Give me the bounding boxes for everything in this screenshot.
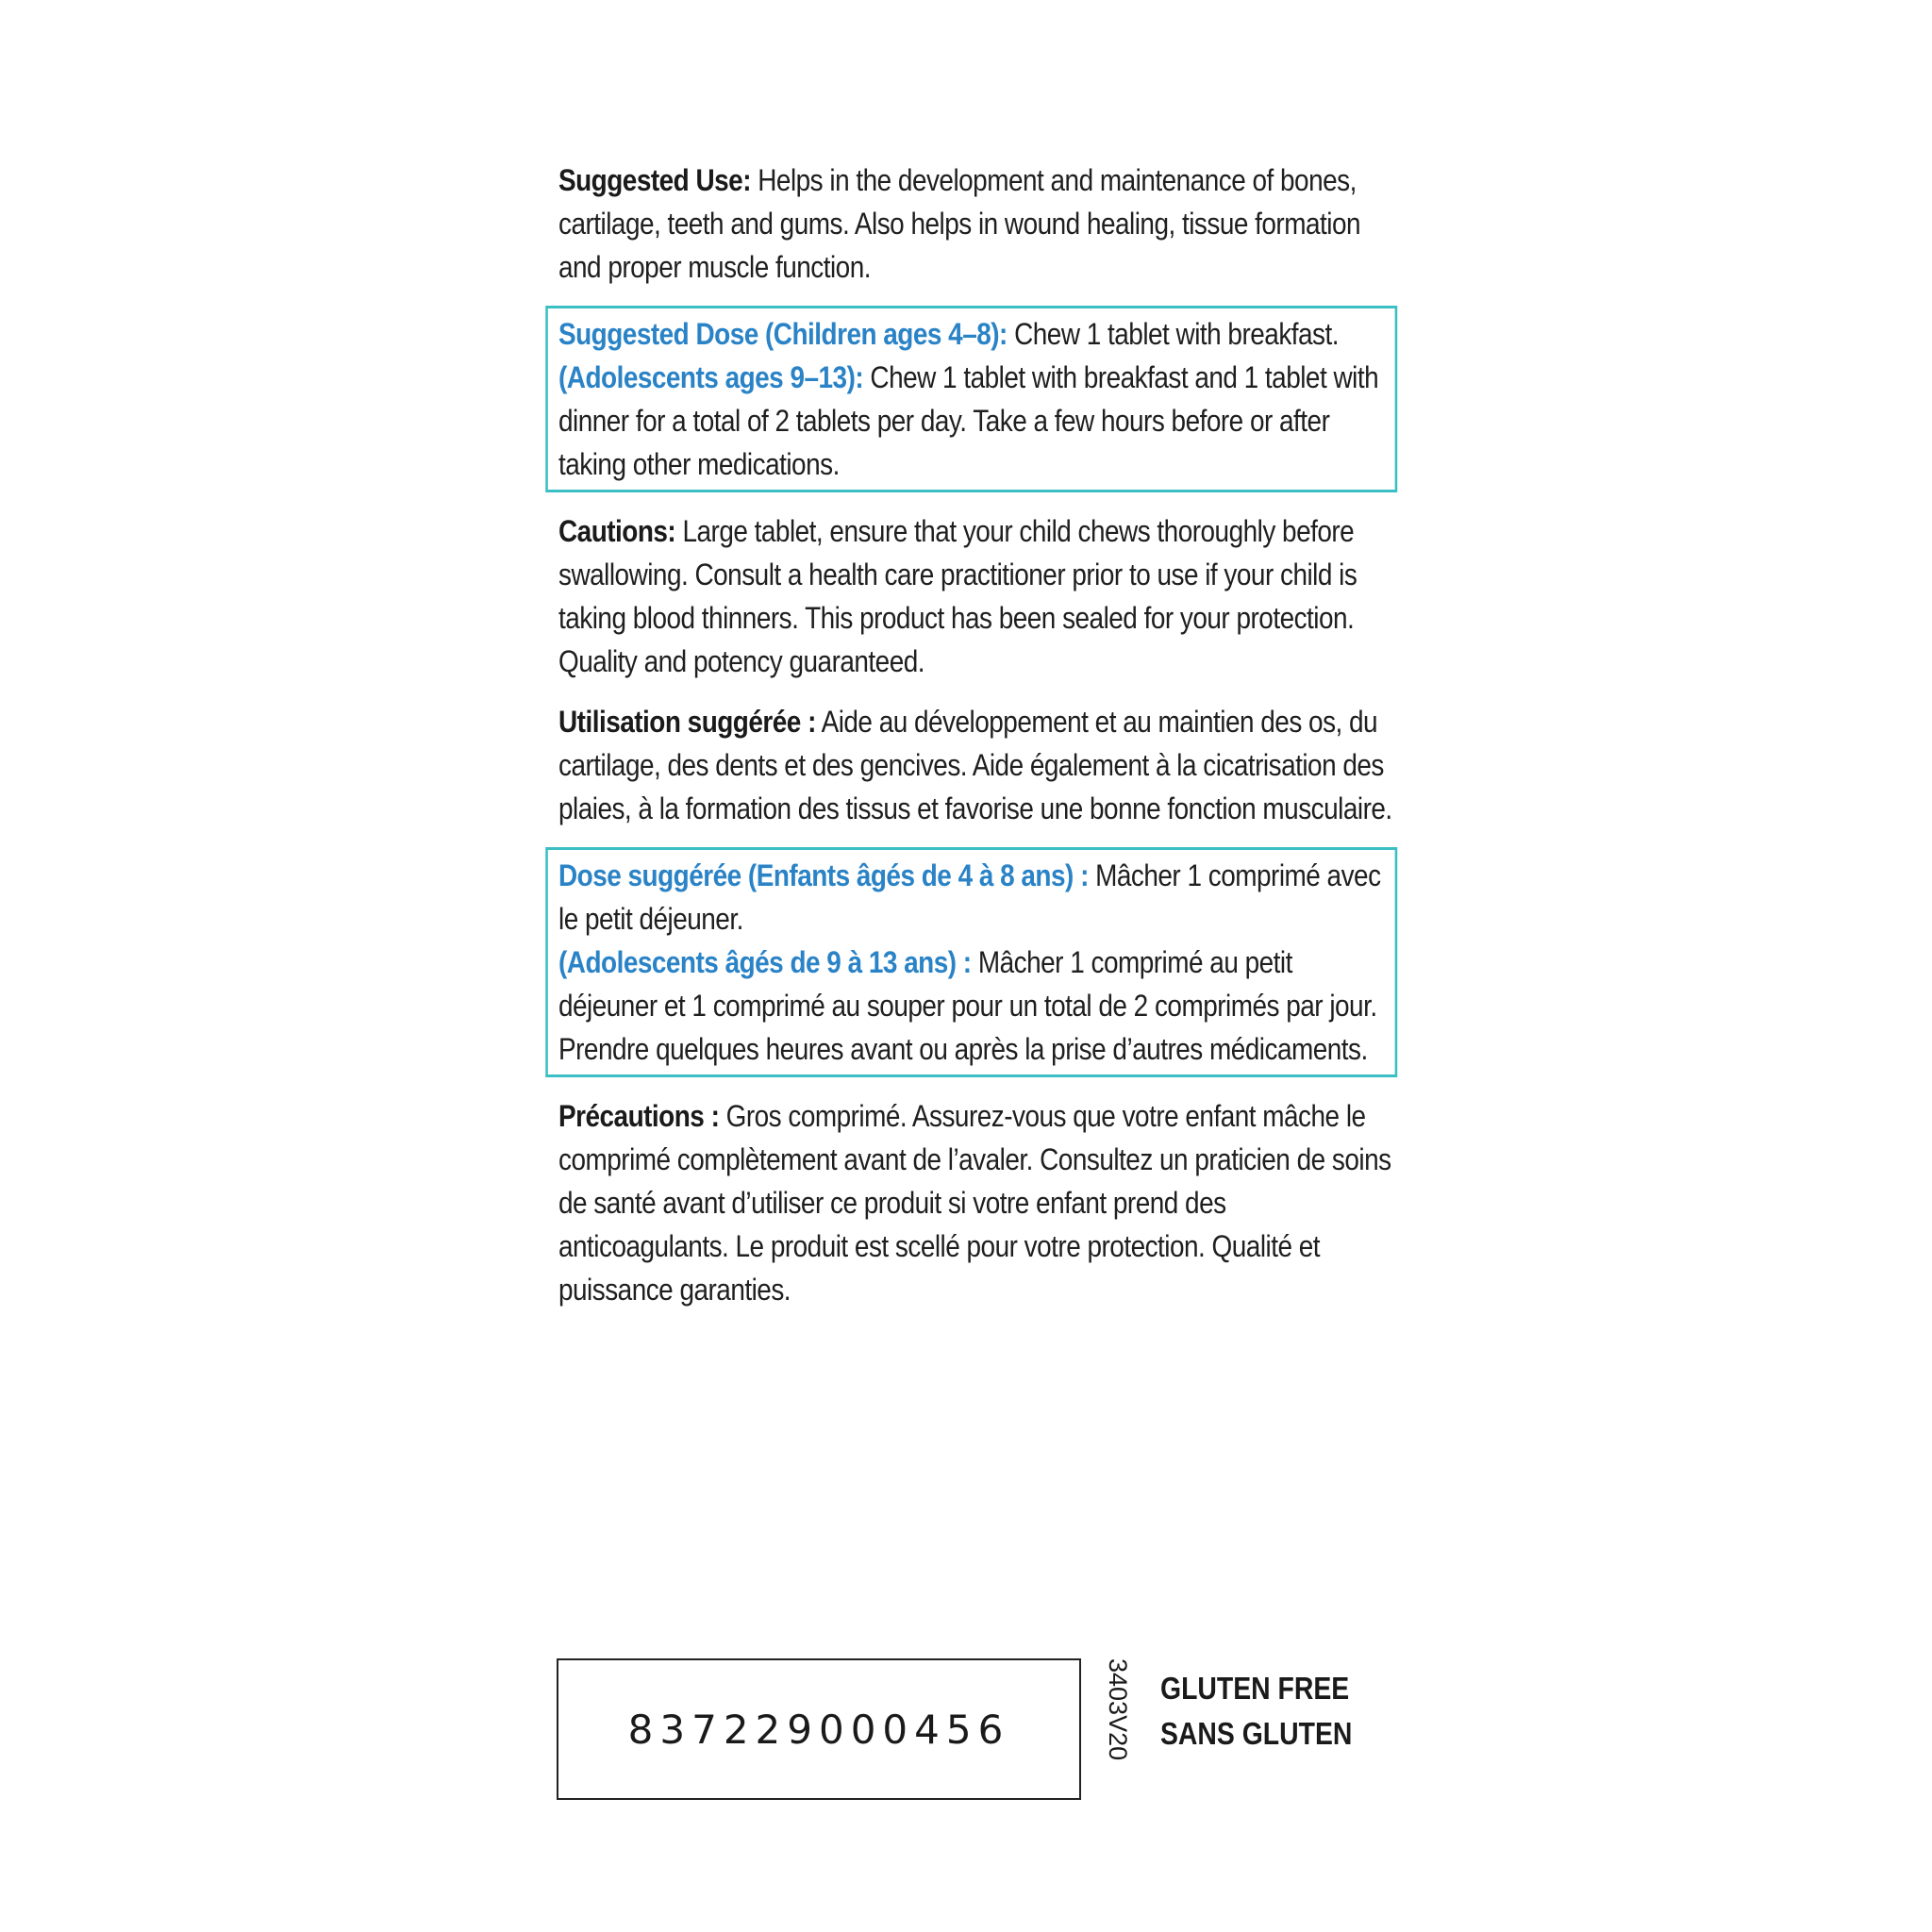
version-code: 3403V20 — [1104, 1658, 1132, 1761]
suggested-dose-box — [545, 306, 1397, 492]
utilisation-section — [558, 700, 1396, 830]
label-footer — [557, 1658, 1406, 1809]
barcode-number: 837229000456 — [627, 1706, 1010, 1753]
cautions-section — [558, 509, 1396, 683]
gluten-free-fr: SANS GLUTEN — [1160, 1716, 1353, 1751]
suggested-dose-adolescents-heading: (Adolescents ages 9–13): — [558, 360, 864, 394]
suggested-use-text: Helps in the development and maintenance of bones, cartilage, teeth and gums. Also helps in wound healing, tissue formation and proper muscle function. — [558, 163, 1361, 284]
gluten-free-badge — [1160, 1666, 1352, 1757]
utilisation-text: Aide au développement et au maintien des os, du cartilage, des dents et des gencives. Aide également à la cicatrisation des plaies, à la formation des tissus et favorise une bonne fonction musculaire. — [558, 705, 1392, 825]
cautions-heading: Cautions: — [558, 514, 676, 548]
suggested-use-heading: Suggested Use: — [558, 163, 752, 197]
dose-suggeree-adolescents-heading: (Adolescents âgés de 9 à 13 ans) : — [558, 945, 972, 979]
precautions-text: Gros comprimé. Assurez-vous que votre enfant mâche le comprimé complètement avant de l’avaler. Consultez un praticien de soins de santé avant d’utiliser ce produit si votre enfant prend des anticoagulants. Le produit est scellé pour votre protection. Qualité et puissance garanties. — [558, 1099, 1391, 1307]
dose-suggeree-adolescents-text: Mâcher 1 comprimé au petit déjeuner et 1 comprimé au souper pour un total de 2 comprimés par jour. Prendre quelques heures avant ou après la prise d’autres médicaments. — [558, 945, 1377, 1066]
precautions-heading: Précautions : — [558, 1099, 720, 1133]
utilisation-heading: Utilisation suggérée : — [558, 705, 816, 739]
barcode-box — [557, 1658, 1081, 1800]
dose-suggeree-enfants-heading: Dose suggérée (Enfants âgés de 4 à 8 ans) : — [558, 858, 1089, 892]
dose-suggeree-enfants-text: Mâcher 1 comprimé avec le petit déjeuner. — [558, 858, 1381, 936]
label-text-panel — [558, 158, 1396, 1328]
dose-suggeree-box — [545, 847, 1397, 1077]
suggested-dose-children-heading: Suggested Dose (Children ages 4–8): — [558, 317, 1008, 351]
suggested-dose-adolescents-text: Chew 1 tablet with breakfast and 1 tablet with dinner for a total of 2 tablets per day. Take a few hours before or after taking other medications. — [558, 360, 1379, 481]
gluten-free-en: GLUTEN FREE — [1160, 1671, 1350, 1706]
precautions-section — [558, 1094, 1396, 1311]
cautions-text: Large tablet, ensure that your child chews thoroughly before swallowing. Consult a health care practitioner prior to use if your child is taking blood thinners. This product has been sealed for your protection. Quality and potency guaranteed. — [558, 514, 1357, 678]
suggested-dose-children-text: Chew 1 tablet with breakfast. — [1007, 317, 1340, 351]
suggested-use-section — [558, 158, 1396, 289]
